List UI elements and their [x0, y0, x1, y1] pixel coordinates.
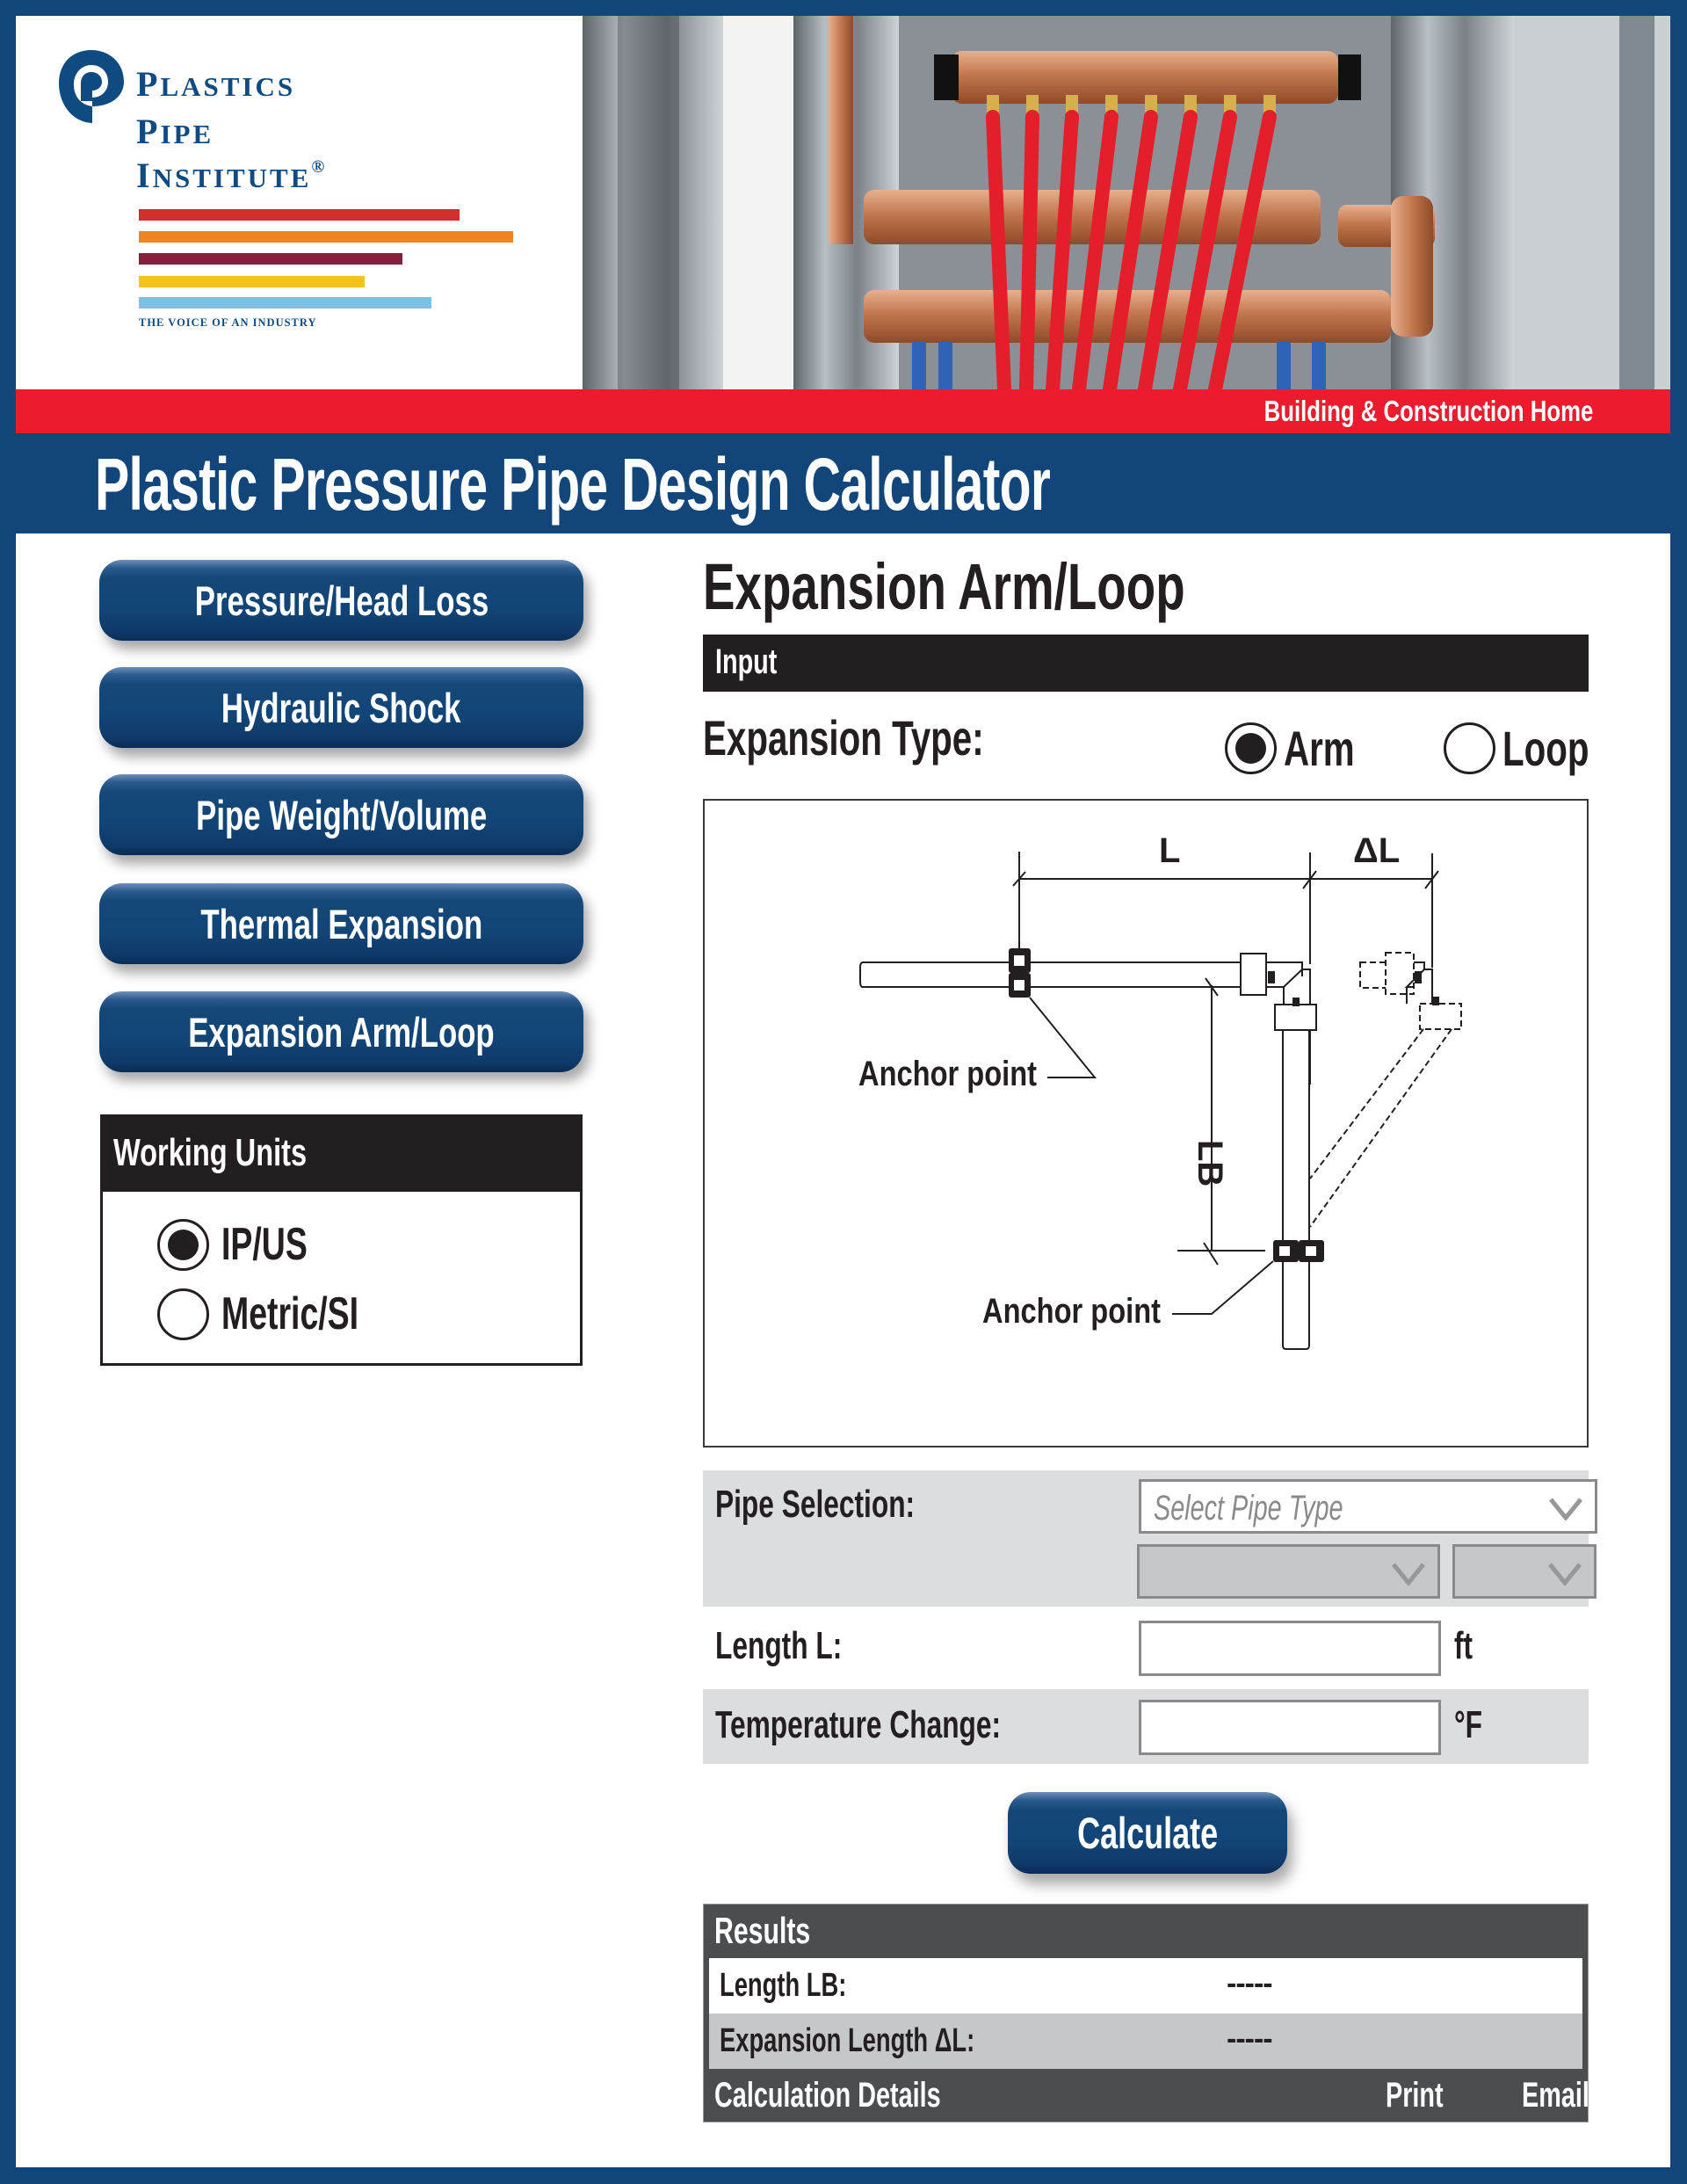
logo-bar-maroon	[139, 253, 402, 265]
pipe-size-select[interactable]	[1137, 1544, 1440, 1599]
pipe-type-placeholder: Select Pipe Type	[1154, 1489, 1343, 1527]
units-option-ip-us[interactable]	[157, 1218, 341, 1271]
logo-bar-blue	[139, 297, 431, 308]
calculator-title: Expansion Arm/Loop	[703, 550, 1185, 623]
logo-tagline: THE VOICE OF AN INDUSTRY	[139, 316, 317, 329]
header-photo-pipe-manifold	[583, 16, 1670, 389]
building-construction-home-link[interactable]: Building & Construction Home	[1263, 395, 1593, 427]
calculate-button[interactable]	[1008, 1792, 1287, 1874]
pipe-selection-label: Pipe Selection:	[715, 1483, 916, 1526]
anchor-point-label-1: Anchor point	[858, 1055, 1037, 1093]
logo-text-pipe: PIPE	[136, 112, 214, 151]
working-units-header	[103, 1117, 580, 1192]
length-label: Length L:	[715, 1624, 843, 1667]
expansion-type-loop[interactable]	[1444, 720, 1623, 777]
results-panel	[703, 1904, 1589, 2122]
temperature-row	[703, 1689, 1589, 1764]
result-value: -----	[1227, 2022, 1272, 2056]
radio-unselected-icon[interactable]	[157, 1288, 209, 1340]
diagram-label-L: L	[1159, 831, 1181, 870]
working-units-title: Working Units	[113, 1131, 308, 1174]
ppi-logo-icon	[57, 48, 126, 125]
expansion-type-arm[interactable]	[1225, 720, 1382, 777]
units-option-metric-si[interactable]	[157, 1288, 412, 1340]
nav-button-label: Pressure/Head Loss	[194, 577, 489, 624]
logo-text-plastics: PLASTICS	[136, 64, 296, 104]
expansion-type-option-label: Arm	[1284, 721, 1355, 776]
chevron-down-icon	[1549, 1498, 1582, 1520]
nav-button-pipe-weight-volume[interactable]	[99, 774, 583, 855]
radio-unselected-icon[interactable]	[1444, 722, 1495, 774]
nav-stripe	[16, 389, 1670, 433]
result-value: -----	[1227, 1967, 1272, 2000]
temperature-unit: °F	[1454, 1703, 1483, 1746]
nav-button-label: Expansion Arm/Loop	[188, 1008, 495, 1056]
calculation-details-link[interactable]: Calculation Details	[714, 2076, 941, 2115]
anchor-point-label-2: Anchor point	[982, 1292, 1161, 1331]
pipe-dimension-select[interactable]	[1452, 1544, 1596, 1599]
radio-selected-icon[interactable]	[157, 1219, 209, 1271]
pipe-type-select[interactable]	[1139, 1479, 1597, 1534]
results-title: Results	[714, 1910, 811, 1951]
pipe-selection-row	[703, 1470, 1589, 1607]
anchor-icon-1	[1009, 948, 1031, 998]
result-label: Expansion Length ΔL:	[720, 2022, 975, 2059]
logo-text-institute: INSTITUTE®	[136, 156, 328, 195]
temperature-input[interactable]	[1139, 1700, 1441, 1755]
logo-bar-orange	[139, 231, 513, 243]
nav-button-label: Thermal Expansion	[200, 900, 482, 947]
input-section-header	[703, 635, 1589, 692]
results-footer	[704, 2069, 1588, 2123]
nav-button-label: Hydraulic Shock	[221, 684, 461, 731]
units-option-label: Metric/SI	[221, 1288, 359, 1339]
chevron-down-icon	[1548, 1563, 1582, 1585]
length-unit: ft	[1454, 1624, 1473, 1667]
expansion-type-label: Expansion Type:	[703, 710, 984, 765]
logo-panel	[16, 16, 583, 389]
expansion-arm-drawing	[705, 801, 1587, 1446]
chevron-down-icon	[1392, 1563, 1425, 1585]
title-band	[16, 433, 1670, 533]
units-option-label: IP/US	[221, 1219, 308, 1270]
length-row	[703, 1607, 1589, 1689]
radio-selected-icon[interactable]	[1225, 722, 1277, 774]
email-link[interactable]: Email	[1522, 2076, 1589, 2115]
diagram-label-delta-L: ΔL	[1353, 831, 1401, 870]
nav-button-label: Pipe Weight/Volume	[195, 791, 488, 838]
expansion-type-option-label: Loop	[1502, 721, 1589, 776]
calculate-button-label: Calculate	[1076, 1808, 1219, 1858]
nav-button-pressure-head-loss[interactable]	[99, 560, 583, 641]
expansion-arm-diagram	[703, 799, 1589, 1448]
pipe-manifold-image	[583, 16, 1670, 389]
anchor-icon-2	[1273, 1240, 1324, 1262]
temperature-label: Temperature Change:	[715, 1703, 1002, 1746]
logo-bar-red	[139, 209, 460, 221]
result-row-length-lb	[709, 1958, 1582, 2013]
page-title: Plastic Pressure Pipe Design Calculator	[95, 443, 1051, 526]
working-units-panel	[100, 1114, 583, 1366]
content-area	[16, 533, 1670, 2167]
input-section-title: Input	[715, 642, 778, 681]
length-input[interactable]	[1139, 1621, 1441, 1676]
nav-button-hydraulic-shock[interactable]	[99, 667, 583, 748]
nav-button-expansion-arm-loop[interactable]	[99, 991, 583, 1072]
result-row-expansion-length	[709, 2013, 1582, 2069]
result-label: Length LB:	[720, 1967, 847, 2004]
nav-button-thermal-expansion[interactable]	[99, 883, 583, 964]
diagram-label-LB: LB	[1191, 1140, 1229, 1187]
print-link[interactable]: Print	[1386, 2076, 1444, 2115]
logo-bar-yellow	[139, 276, 365, 287]
